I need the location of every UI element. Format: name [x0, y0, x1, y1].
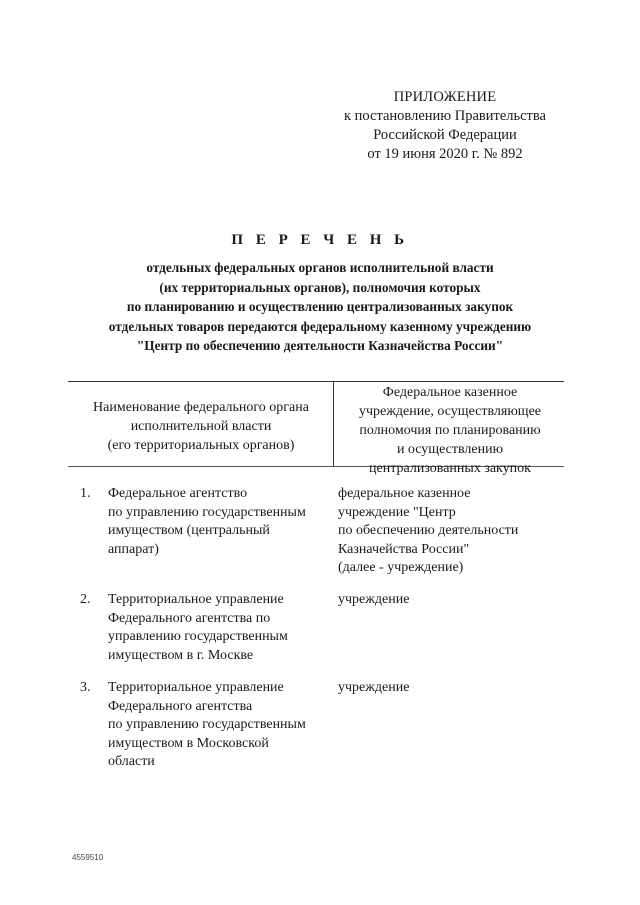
header-line: исполнительной власти — [130, 419, 272, 434]
organ-line: Федеральное агентство — [108, 486, 248, 501]
organ-line: Территориальное управление — [108, 680, 284, 695]
row-number: 3. — [80, 680, 91, 695]
organ-line: имуществом в Московской — [108, 735, 269, 751]
row-number: 2. — [80, 592, 91, 607]
appendix-line-federation: Российской Федерации — [373, 127, 517, 143]
header-line: (его территориальных органов) — [107, 438, 295, 453]
subtitle-line: (их территориальных органов), полномочия которых — [159, 279, 481, 295]
subtitle-line: отдельных товаров передаются федеральному казенному учреждению — [108, 318, 532, 334]
row-institution — [338, 485, 564, 578]
institution-line: по обеспечению деятельности — [338, 523, 519, 538]
institution-line: Казначейства России" — [338, 541, 470, 557]
header-line: учреждение, осуществляющее — [358, 404, 542, 419]
row-institution — [338, 679, 564, 698]
organ-line: аппарат) — [108, 541, 159, 557]
appendix-line-resolution: к постановлению Правительства — [344, 108, 546, 124]
appendix-heading: ПРИЛОЖЕНИЕ — [393, 89, 497, 105]
table-header-organ — [70, 398, 332, 455]
organ-line: Федерального агентства по — [108, 610, 271, 626]
table-top-rule — [68, 381, 564, 382]
institution-line: (далее - учреждение) — [338, 560, 464, 575]
appendix-line-date-number: от 19 июня 2020 г. № 892 — [367, 146, 523, 162]
table-header-divider — [333, 381, 334, 467]
row-organ-name — [108, 485, 336, 559]
organ-line: управлению государственным — [108, 629, 288, 644]
document-id: 4559510 — [72, 853, 104, 862]
organ-line: имуществом в г. Москве — [108, 647, 254, 663]
appendix-block — [330, 88, 560, 164]
row-organ-name — [108, 679, 336, 772]
organ-line: имуществом (центральный — [108, 523, 270, 538]
header-line: Наименование федерального органа — [93, 400, 309, 415]
header-line: Федеральное казенное — [382, 385, 518, 400]
header-line: централизованных закупок — [369, 461, 531, 476]
header-line: и осуществлению — [396, 442, 504, 457]
table-header-institution — [336, 383, 564, 478]
organ-line: по управлению государственным — [108, 504, 306, 520]
organ-line: Федерального агентства — [108, 698, 253, 714]
organ-line: по управлению государственным — [108, 717, 306, 732]
row-organ-name — [108, 591, 336, 665]
document-title: П Е Р Е Ч Е Н Ь — [231, 232, 409, 248]
organ-line: области — [108, 754, 155, 769]
institution-line: учреждение — [338, 592, 410, 607]
subtitle-line: отдельных федеральных органов исполнительной власти — [146, 260, 494, 275]
institution-line: учреждение — [338, 680, 410, 695]
institution-line: федеральное казенное — [338, 486, 471, 501]
institution-line: учреждение "Центр — [338, 504, 456, 520]
row-institution — [338, 591, 564, 610]
subtitle-line: по планированию и осуществлению централизованных закупок — [126, 299, 514, 314]
organ-line: Территориальное управление — [108, 592, 284, 607]
subtitle-line: "Центр по обеспечению деятельности Казначейства России" — [136, 338, 504, 353]
header-line: полномочия по планированию — [359, 423, 541, 438]
title-block — [60, 232, 580, 356]
row-number: 1. — [80, 486, 91, 501]
